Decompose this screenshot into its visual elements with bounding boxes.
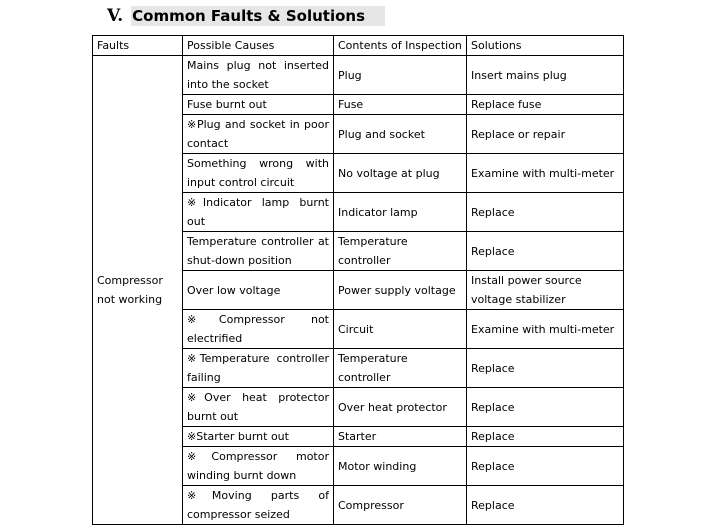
fault-cell: Compressor not working: [93, 56, 183, 525]
solution-cell: Examine with multi-meter: [467, 310, 624, 349]
cause-cell: Something wrong with input control circuit: [183, 154, 334, 193]
cause-cell: Temperature controller at shut-down position: [183, 232, 334, 271]
solution-cell: Insert mains plug: [467, 56, 624, 95]
inspection-cell: Fuse: [334, 95, 467, 115]
inspection-cell: Circuit: [334, 310, 467, 349]
solution-cell: Replace: [467, 193, 624, 232]
inspection-cell: Over heat protector: [334, 388, 467, 427]
inspection-cell: No voltage at plug: [334, 154, 467, 193]
cause-cell: ※Temperature controller failing: [183, 349, 334, 388]
cause-cell: ※Plug and socket in poor contact: [183, 115, 334, 154]
header-faults: Faults: [93, 36, 183, 56]
inspection-cell: Temperature controller: [334, 349, 467, 388]
cause-cell: ※Over heat protector burnt out: [183, 388, 334, 427]
cause-cell: ※Compressor not electrified: [183, 310, 334, 349]
solution-cell: Replace: [467, 427, 624, 447]
faults-table: [92, 35, 624, 525]
section-title: Common Faults & Solutions: [131, 6, 385, 26]
inspection-cell: Temperature controller: [334, 232, 467, 271]
solution-cell: Replace fuse: [467, 95, 624, 115]
solution-cell: Examine with multi-meter: [467, 154, 624, 193]
cause-cell: ※Starter burnt out: [183, 427, 334, 447]
inspection-cell: Power supply voltage: [334, 271, 467, 310]
solution-cell: Replace: [467, 349, 624, 388]
header-solutions: Solutions: [467, 36, 624, 56]
inspection-cell: Starter: [334, 427, 467, 447]
solution-cell: Install power source voltage stabilizer: [467, 271, 624, 310]
solution-cell: Replace: [467, 447, 624, 486]
inspection-cell: Motor winding: [334, 447, 467, 486]
header-contents-of-inspection: Contents of Inspection: [334, 36, 467, 56]
solution-cell: Replace or repair: [467, 115, 624, 154]
table-row: [93, 56, 624, 95]
header-possible-causes: Possible Causes: [183, 36, 334, 56]
solution-cell: Replace: [467, 232, 624, 271]
cause-cell: Mains plug not inserted into the socket: [183, 56, 334, 95]
solution-cell: Replace: [467, 388, 624, 427]
table-header-row: [93, 36, 624, 56]
section-number: V.: [107, 6, 124, 26]
cause-cell: ※Compressor motor winding burnt down: [183, 447, 334, 486]
cause-cell: ※Indicator lamp burnt out: [183, 193, 334, 232]
cause-cell: ※Moving parts of compressor seized: [183, 486, 334, 525]
solution-cell: Replace: [467, 486, 624, 525]
inspection-cell: Compressor: [334, 486, 467, 525]
inspection-cell: Indicator lamp: [334, 193, 467, 232]
cause-cell: Fuse burnt out: [183, 95, 334, 115]
inspection-cell: Plug: [334, 56, 467, 95]
inspection-cell: Plug and socket: [334, 115, 467, 154]
section-heading: [107, 5, 385, 27]
cause-cell: Over low voltage: [183, 271, 334, 310]
